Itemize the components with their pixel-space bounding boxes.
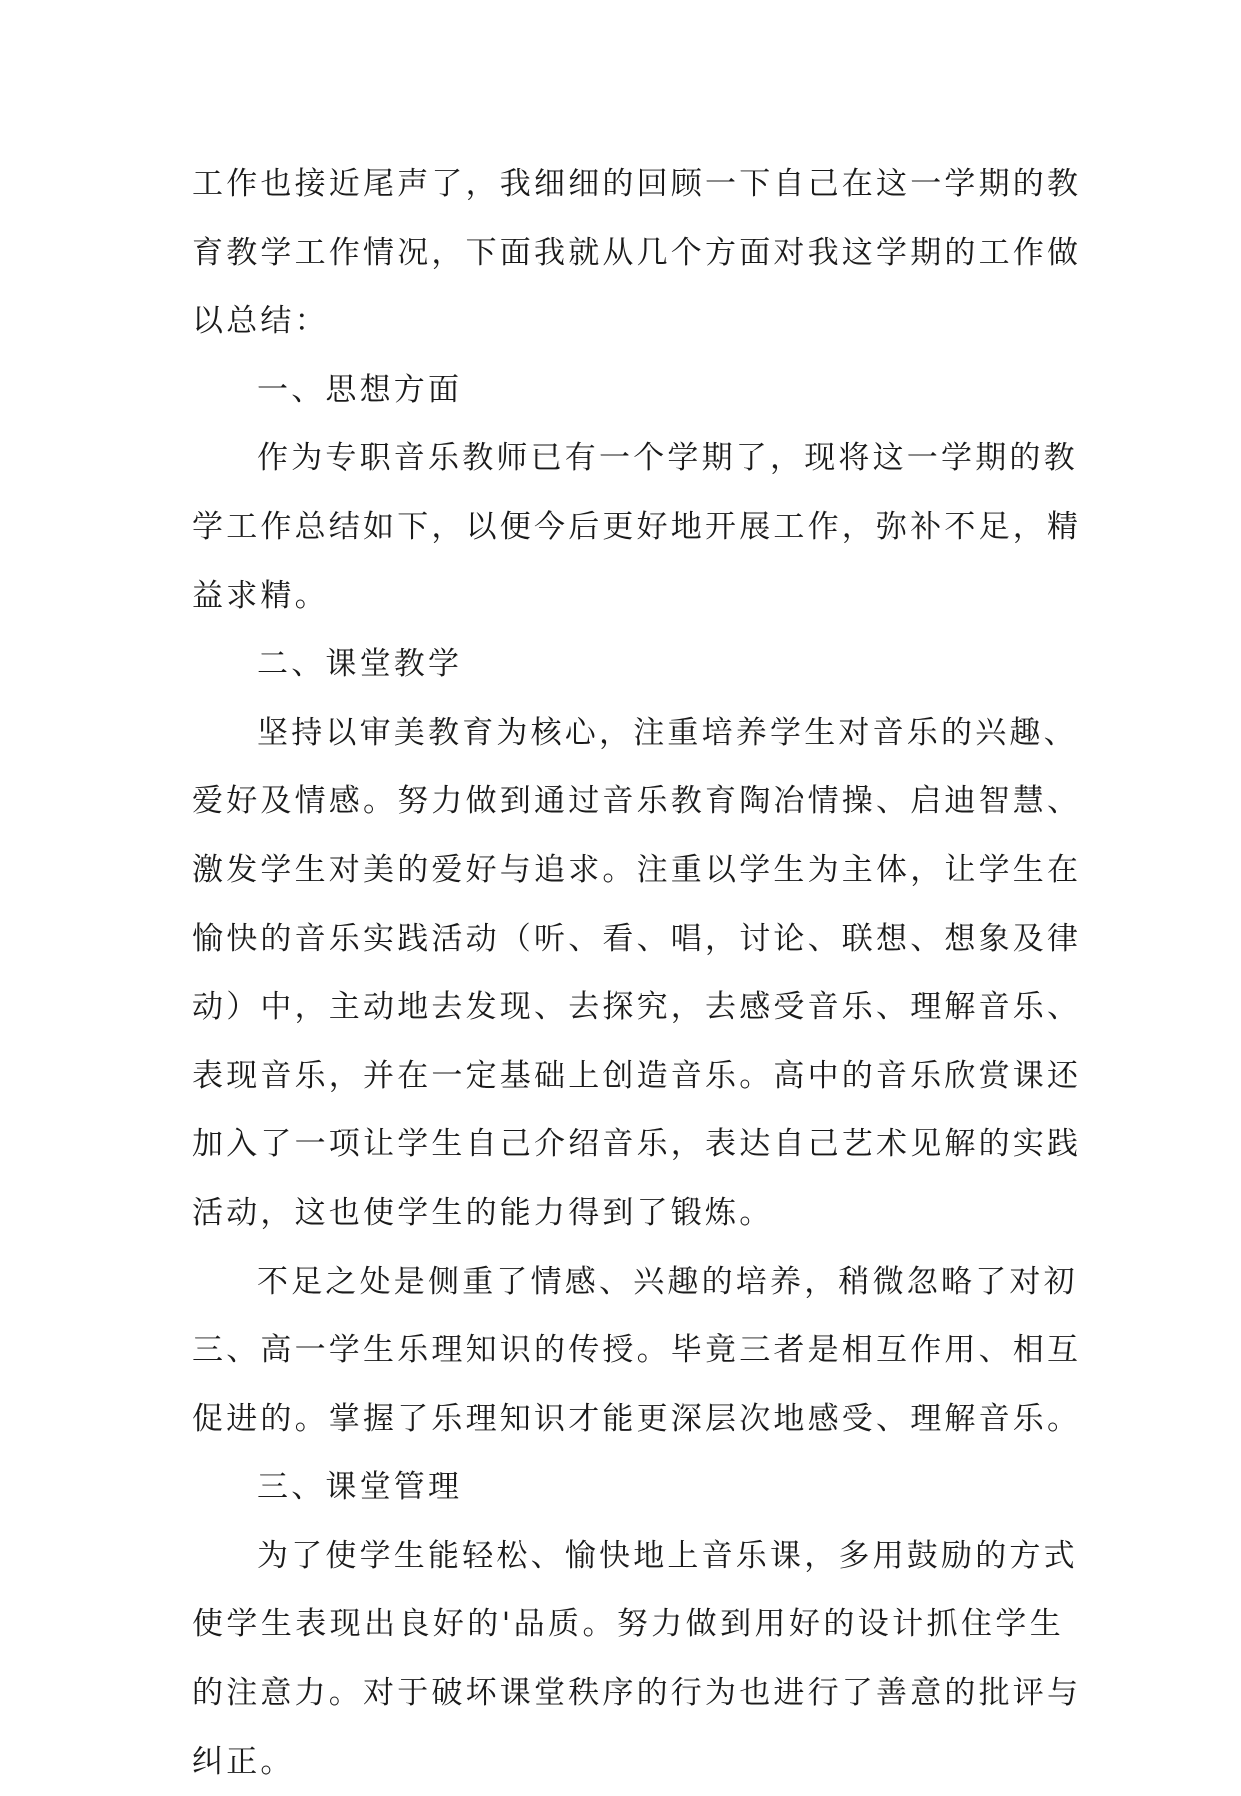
paragraph-line: 促进的。掌握了乐理知识才能更深层次地感受、理解音乐。 bbox=[192, 1400, 1082, 1437]
paragraph-line: 作为专职音乐教师已有一个学期了，现将这一学期的教 bbox=[257, 440, 1078, 477]
paragraph-line: 纠正。 bbox=[192, 1743, 295, 1780]
paragraph-line: 表现音乐，并在一定基础上创造音乐。高中的音乐欣赏课还 bbox=[192, 1057, 1082, 1094]
paragraph-line: 学工作总结如下，以便今后更好地开展工作，弥补不足，精 bbox=[192, 508, 1082, 545]
paragraph-line: 愉快的音乐实践活动（听、看、唱，讨论、联想、想象及律 bbox=[192, 920, 1082, 957]
paragraph-line: 工作也接近尾声了，我细细的回顾一下自己在这一学期的教 bbox=[192, 166, 1082, 202]
section-heading: 三、课堂管理 bbox=[257, 1469, 463, 1506]
document-body bbox=[192, 150, 1082, 1796]
paragraph-line: 为了使学生能轻松、愉快地上音乐课，多用鼓励的方式 bbox=[257, 1537, 1078, 1574]
section-heading: 一、思想方面 bbox=[257, 371, 463, 408]
paragraph-line: 加入了一项让学生自己介绍音乐，表达自己艺术见解的实践 bbox=[192, 1126, 1082, 1163]
paragraph-line: 三、高一学生乐理知识的传授。毕竟三者是相互作用、相互 bbox=[192, 1332, 1082, 1369]
paragraph-line: 动）中，主动地去发现、去探究，去感受音乐、理解音乐、 bbox=[192, 989, 1082, 1026]
paragraph-line: 坚持以审美教育为核心，注重培养学生对音乐的兴趣、 bbox=[257, 714, 1078, 751]
paragraph-line: 爱好及情感。努力做到通过音乐教育陶冶情操、启迪智慧、 bbox=[192, 783, 1082, 820]
section-heading: 二、课堂教学 bbox=[257, 646, 463, 683]
paragraph-line: 以总结： bbox=[192, 303, 329, 340]
paragraph-line: 激发学生对美的爱好与追求。注重以学生为主体，让学生在 bbox=[192, 851, 1082, 888]
paragraph-line: 育教学工作情况，下面我就从几个方面对我这学期的工作做 bbox=[192, 234, 1082, 271]
paragraph-line: 益求精。 bbox=[192, 577, 329, 614]
paragraph-line: 的注意力。对于破坏课堂秩序的行为也进行了善意的批评与 bbox=[192, 1675, 1082, 1712]
paragraph-line: 使学生表现出良好的'品质。努力做到用好的设计抓住学生 bbox=[192, 1606, 1064, 1643]
paragraph-line: 不足之处是侧重了情感、兴趣的培养，稍微忽略了对初 bbox=[257, 1263, 1078, 1300]
paragraph-line: 活动，这也使学生的能力得到了锻炼。 bbox=[192, 1194, 774, 1231]
